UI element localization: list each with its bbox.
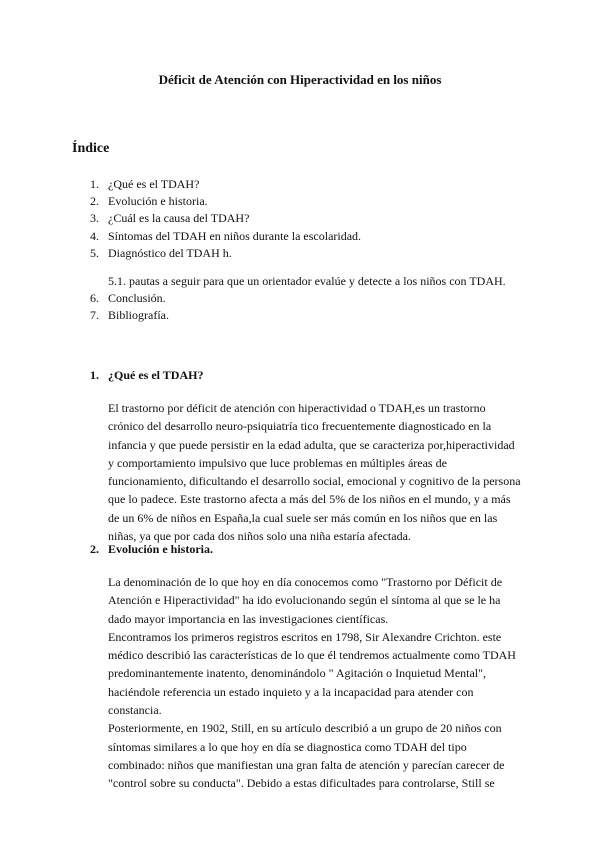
paragraph-line: "control sobre su conducta". Debido a estas dificultades para controlarse, Still se — [108, 776, 495, 791]
paragraph-line: infancia y que puede persistir en la edad adulta, que se caracteriza por,hiperactividad — [108, 437, 515, 452]
toc-item-label: Bibliografía. — [108, 308, 169, 323]
table-of-contents — [90, 176, 560, 325]
paragraph-line: médico describió las características de lo que él tendremos actualmente como TDAH — [108, 648, 516, 663]
toc-item-label: Síntomas del TDAH en niños durante la escolaridad. — [108, 228, 362, 243]
section-2-paragraph — [108, 573, 528, 793]
toc-item-label: Conclusión. — [108, 291, 166, 306]
paragraph-line: y comportamiento impulsivo que luce problemas en múltiples áreas de — [108, 455, 447, 470]
paragraph-line: combinado: niños que manifiestan una gran falta de atención y parecían carecer de — [108, 757, 505, 772]
paragraph-line: dado mayor importancia en las investigaciones científicas. — [108, 611, 389, 626]
paragraph-line: crónico del desarrollo neuro-psiquiatría tico frecuentemente diagnosticado en la — [108, 419, 492, 434]
paragraph-line: constancia. — [108, 703, 162, 718]
toc-item — [90, 210, 560, 227]
toc-item-number: 2. — [90, 194, 99, 209]
paragraph-line: predominantemente inatento, denominándolo " Agitación o Inquietud Mental", — [108, 666, 487, 681]
paragraph-line: funcionamiento, dificultando el desarrollo social, emocional y cognitivo de la persona — [108, 474, 521, 489]
toc-item — [90, 228, 560, 245]
paragraph-line: Encontramos los primeros registros escritos en 1798, Sir Alexandre Crichton. este — [108, 629, 502, 644]
toc-subitem: 5.1. pautas a seguir para que un orientador evalúe y detecte a los niños con TDAH. — [108, 273, 506, 288]
toc-item-number: 4. — [90, 228, 99, 243]
paragraph-line: haciéndole referencia un estado inquieto y a la incapacidad para atender con — [108, 684, 474, 699]
section-number: 2. — [90, 542, 99, 556]
section-number: 1. — [90, 368, 99, 382]
section-1-heading — [90, 368, 203, 383]
paragraph-line: Posteriormente, en 1902, Still, en su artículo describió a un grupo de 20 niños con — [108, 721, 502, 736]
paragraph-line: síntomas similares a lo que hoy en día se diagnostica como TDAH del tipo — [108, 739, 467, 754]
paragraph-line: que lo padece. Este trastorno afecta a más del 5% de los niños en el mundo, y a más — [108, 492, 511, 507]
document-title: Déficit de Atención con Hiperactividad en los niños — [158, 72, 442, 87]
section-1-paragraph — [108, 399, 528, 545]
paragraph-line: niñas, ya que por cada dos niños solo una niña estaría afectada. — [108, 529, 411, 544]
section-title: ¿Qué es el TDAH? — [108, 368, 204, 382]
toc-item-label: Diagnóstico del TDAH h. — [108, 245, 232, 260]
toc-item — [90, 245, 560, 262]
toc-item-number: 6. — [90, 291, 99, 306]
paragraph-line: La denominación de lo que hoy en día conocemos como "Trastorno por Déficit de — [108, 575, 503, 589]
paragraph-line: El trastorno por déficit de atención con hiperactividad o TDAH,es un trastorno — [108, 401, 486, 415]
toc-item — [90, 176, 560, 193]
toc-item-number: 1. — [90, 177, 99, 191]
toc-item — [90, 290, 560, 307]
paragraph-line: Atención e Hiperactividad" ha ido evolucionando según el síntoma al que se le ha — [108, 593, 501, 608]
toc-item-number: 3. — [90, 211, 99, 226]
toc-item — [90, 193, 560, 210]
toc-item-label: Evolución e historia. — [108, 194, 208, 209]
toc-item-label: ¿Cuál es la causa del TDAH? — [108, 211, 250, 226]
index-heading: Índice — [72, 141, 110, 156]
toc-item-number: 7. — [90, 308, 99, 323]
toc-item — [90, 307, 560, 324]
section-title: Evolución e historia. — [108, 542, 214, 556]
toc-item-label: ¿Qué es el TDAH? — [108, 177, 200, 191]
toc-item-number: 5. — [90, 245, 99, 260]
section-2-heading — [90, 542, 213, 557]
paragraph-line: de un 6% de niños en España,la cual suele ser más común en los niños que en las — [108, 510, 498, 525]
